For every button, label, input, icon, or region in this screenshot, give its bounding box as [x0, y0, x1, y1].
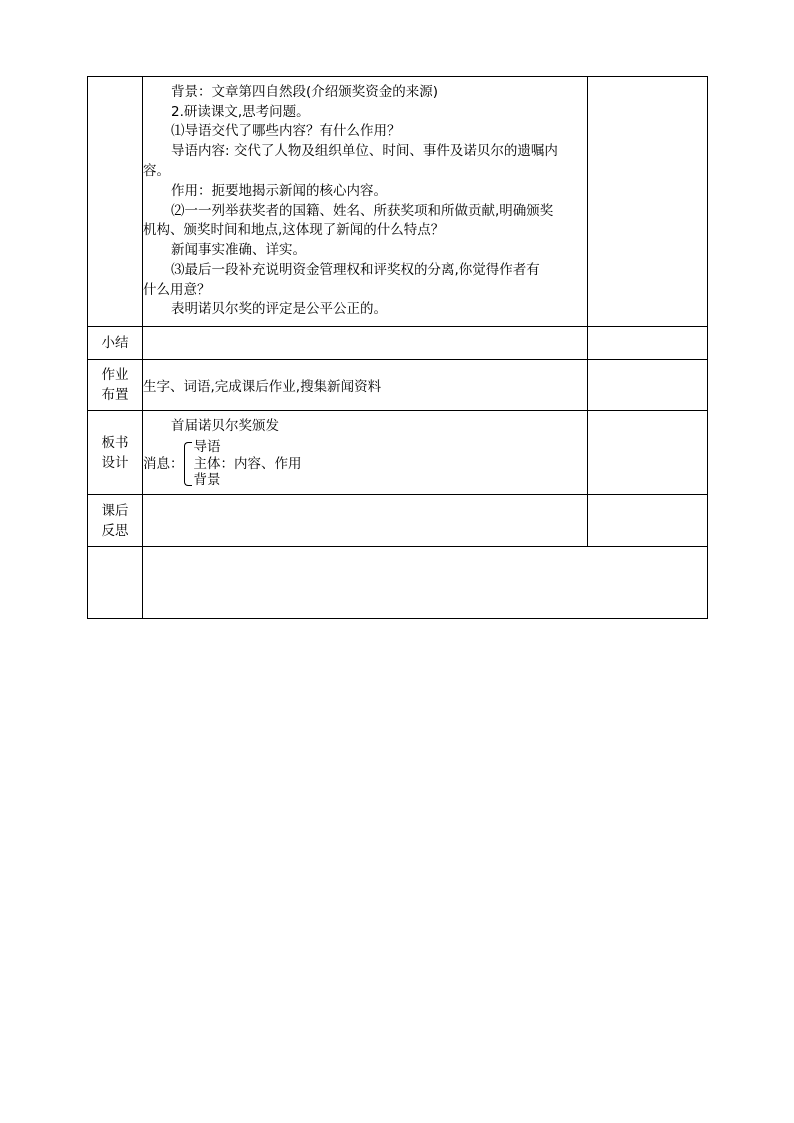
board-outline: [143, 439, 587, 489]
board-label: [88, 411, 143, 495]
main-notes-cell: [588, 77, 708, 327]
reflection-notes-cell: [588, 495, 708, 547]
board-item-lead: 导语: [193, 439, 221, 456]
board-items: [194, 439, 302, 489]
board-title: 首届诺贝尔奖颁发: [171, 418, 279, 435]
blank-row: [88, 547, 708, 619]
paragraph-lead-function: 作用：扼要地揭示新闻的核心内容。: [171, 182, 387, 199]
summary-label: 小结: [88, 327, 143, 360]
lesson-plan-table: [87, 76, 708, 619]
board-content: [143, 411, 588, 495]
summary-content: [143, 327, 588, 360]
homework-notes-cell: [588, 360, 708, 411]
homework-label: [88, 360, 143, 411]
reflection-label-line2: 反思: [101, 522, 129, 539]
reflection-content: [143, 495, 588, 547]
paragraph-question-1: ⑴导语交代了哪些内容？有什么作用？: [171, 123, 401, 140]
main-label-cell: [88, 77, 143, 327]
paragraph-answer-2: 新闻事实准确、详实。: [171, 242, 306, 259]
blank-label-cell: [88, 547, 143, 619]
paragraph-answer-3: 表明诺贝尔奖的评定是公平公正的。: [171, 301, 387, 318]
board-design-row: [88, 411, 708, 495]
paragraph-lead-content: 导语内容: 交代了人物及组织单位、时间、事件及诺贝尔的遗嘱内: [171, 143, 558, 160]
paragraph-background: 背景：文章第四自然段(介绍颁奖资金的来源): [171, 83, 439, 100]
reflection-label-line1: 课后: [101, 502, 129, 519]
board-lead: 消息：: [143, 456, 184, 472]
board-label-line1: 板书: [101, 434, 129, 451]
main-content-row: [88, 77, 708, 327]
paragraph-lead-content-cont: 容。: [143, 162, 170, 179]
reflection-label: [88, 495, 143, 547]
homework-row: [88, 360, 708, 411]
board-item-body: 主体：内容、作用: [193, 455, 302, 472]
paragraph-question-3-cont: 什么用意？: [143, 281, 211, 298]
paragraph-study-text: 2.研读课文,思考问题。: [171, 103, 310, 120]
homework-label-line1: 作业: [101, 367, 129, 383]
homework-content: 生字、词语,完成课后作业,搜集新闻资料: [143, 360, 588, 411]
homework-label-line2: 布置: [101, 387, 129, 403]
main-content-cell: [143, 77, 588, 327]
board-notes-cell: [588, 411, 708, 495]
summary-notes-cell: [588, 327, 708, 360]
board-label-line2: 设计: [101, 454, 129, 471]
summary-row: [88, 327, 708, 360]
brace-icon: [184, 442, 192, 486]
blank-content-cell: [143, 547, 708, 619]
reflection-row: [88, 495, 708, 547]
paragraph-question-3: ⑶最后一段补充说明资金管理权和评奖权的分离,你觉得作者有: [171, 261, 540, 278]
paragraph-question-2: ⑵一一列举获奖者的国籍、姓名、所获奖项和所做贡献,明确颁奖: [171, 202, 554, 219]
paragraph-question-2-cont: 机构、颁奖时间和地点,这体现了新闻的什么特点？: [143, 222, 445, 239]
board-item-background: 背景: [193, 472, 221, 489]
